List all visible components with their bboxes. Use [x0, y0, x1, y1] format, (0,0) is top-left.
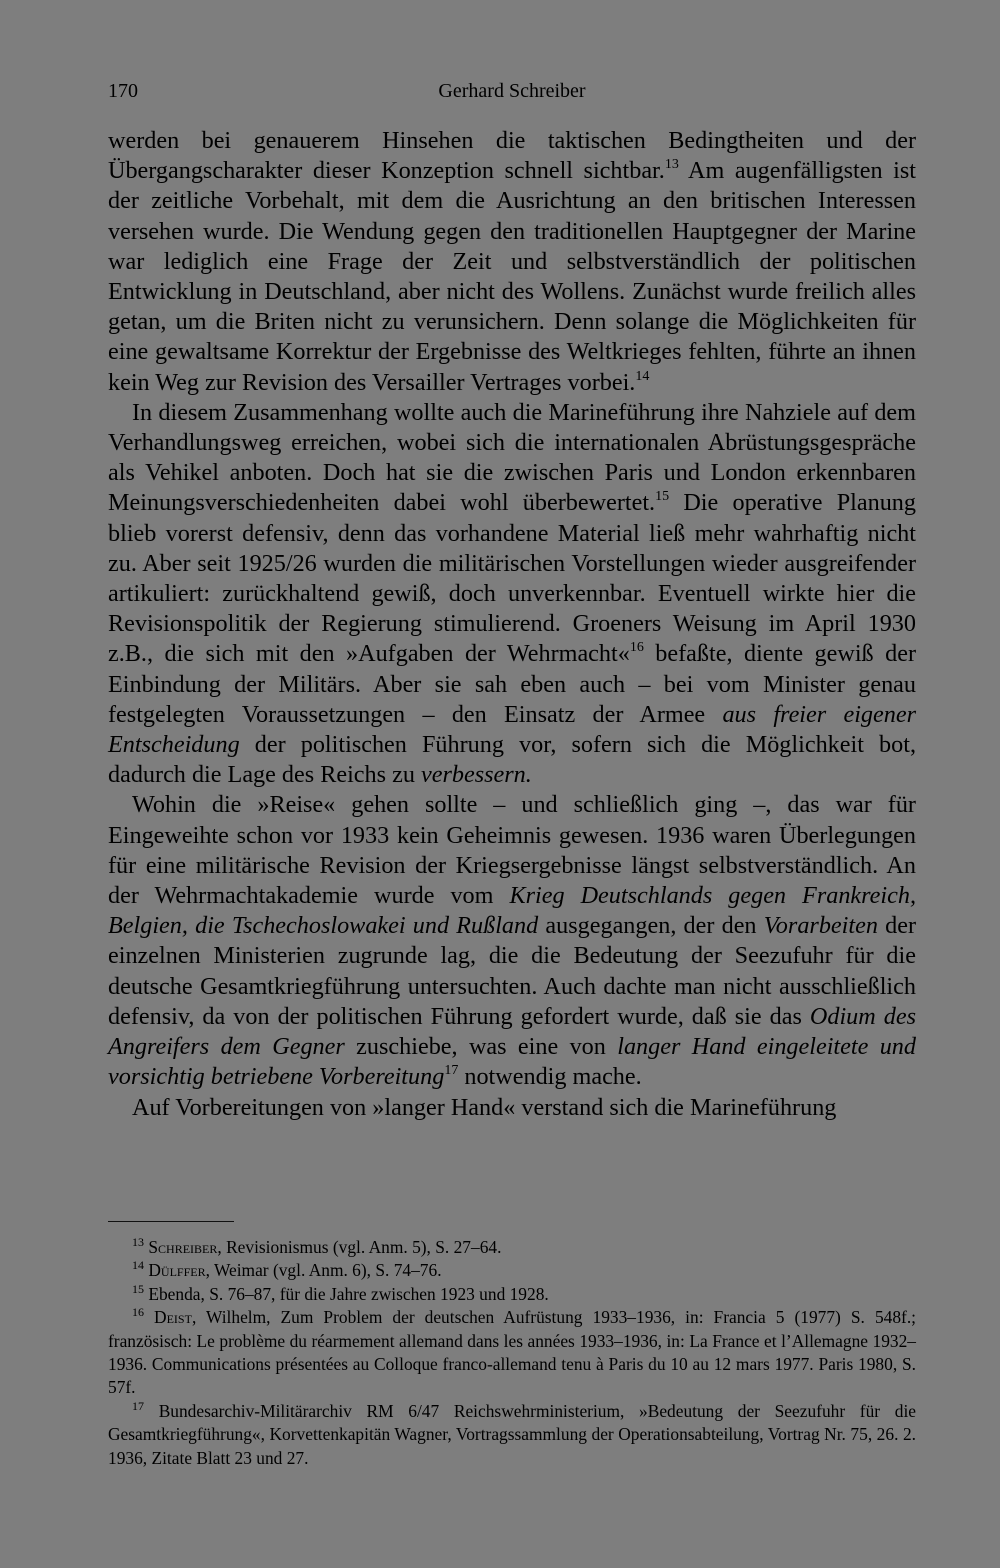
footnotes — [108, 1236, 916, 1470]
emphasis: verbessern. — [420, 761, 532, 789]
running-head-author: Gerhard Schreiber — [438, 80, 586, 102]
footnote-ref: 14 — [635, 368, 650, 384]
paragraph: werden bei genauerem Hinsehen die taktischen Bedingtheiten und der Übergangscharakter dieser Konzeption schnell sichtbar.$^{13}$ Am augenfälligsten ist der zeitliche Vorbehalt, mit dem die Ausrichtung an den britischen Interessen versehen wurde. Die Wendung gegen den traditionellen Hauptgegner der Marine war lediglich eine Frage der Zeit und selbstverständlich der politischen Entwicklung in Deutschland, aber nicht des Wollens. Zunächst wurde freilich alles getan, um die Briten nicht zu verunsichern. Denn solange die Möglichkeiten für eine gewaltsame Korrektur der Ergebnisse des Weltkrieges fehlten, führte an ihnen kein Weg zur Revision des Versailler Vertrages vorbei.$^{14}$ — [108, 127, 916, 396]
footnote-ref: 13 — [664, 157, 679, 173]
footnote-number: 15 — [132, 1281, 144, 1296]
footnote-number: 17 — [132, 1398, 144, 1413]
emphasis: Krieg Deutschlands gegen Frankreich, Belgien, die Tschechoslowakei und Rußland — [108, 882, 916, 940]
footnote-number: 16 — [132, 1305, 144, 1320]
footnote-number: 13 — [132, 1235, 144, 1249]
footnote-ref: 17 — [444, 1063, 459, 1079]
footnote-number: 14 — [132, 1258, 144, 1273]
footnote-separator — [108, 1221, 234, 1222]
footnote: $^{15}$ Ebenda, S. 76–87, für die Jahre zwischen 1923 und 1928. — [132, 1281, 549, 1304]
paragraph: Wohin die »Reise« gehen sollte – und schließlich ging –, das war für Eingeweihte schon vor 1933 kein Geheimnis gewesen. 1936 waren Überlegungen für eine militärische Revision der Kriegsergebnisse längst selbstverständlich. An der Wehrmachtakademie wurde vom Krieg Deutschlands gegen Frankreich, Belgien, die Tschechoslowakei und Rußland ausgegangen, der den Vorarbeiten der einzelnen Ministerien zugrunde lag, die die Bedeutung der Seezufuhr für die deutsche Gesamtkriegführung untersuchten. Auch dachte man nicht ausschließlich defensiv, da von der politischen Führung gefordert wurde, daß sie das Odium des Angreifers dem Gegner zuschiebe, was eine von langer Hand eingeleitete und vorsichtig betriebene Vorbereitung$^{17}$ notwendig mache. — [108, 791, 917, 1091]
paragraph: Auf Vorbereitungen von »langer Hand« verstand sich die Marineführung — [132, 1093, 837, 1121]
running-header — [108, 74, 916, 108]
emphasis: langer Hand eingeleitete und vorsichtig betriebene Vorbereitung — [108, 1033, 916, 1091]
footnote-author: Deist — [154, 1307, 192, 1328]
main-text — [108, 126, 916, 1123]
footnote-author: Schreiber — [148, 1237, 218, 1257]
emphasis: Odium des Angreifers dem Gegner — [108, 1002, 916, 1061]
footnote-ref: 15 — [655, 489, 670, 505]
footnote-ref: 16 — [629, 640, 644, 656]
footnote-author: Dülffer — [148, 1260, 206, 1281]
footnote: $^{16}$ Deist, Wilhelm, Zum Problem der deutschen Aufrüstung 1933–1936, in: Francia 5 (1977) S. 548f.; französisch: Le problème du réarmement allemand dans les années 1933–1936, in: La France et l’Allemagne 1932–1936. Communications présentées au Colloque franco-allemand tenu à Paris du 10 au 12 mars 1977. Paris 1980, S. 57f. — [108, 1305, 916, 1398]
emphasis: Vorarbeiten — [763, 912, 878, 940]
emphasis: aus freier eigener Entscheidung — [108, 700, 916, 759]
page-number: 170 — [108, 80, 138, 102]
footnote: $^{14}$ Dülffer, Weimar (vgl. Anm. 6), S. 74–76. — [132, 1258, 442, 1281]
paragraph: In diesem Zusammenhang wollte auch die Marineführung ihre Nahziele auf dem Verhandlungsweg erreichen, wobei sich die internationalen Abrüstungsgespräche als Vehikel anboten. Doch hat sie die zwischen Paris und London erkennbaren Meinungsverschiedenheiten dabei wohl überbewertet.$^{15}$ Die operative Planung blieb vorerst defensiv, denn das vorhandene Material ließ mehr wahrhaftig nicht zu. Aber seit 1925/26 wurden die militärischen Vorstellungen wieder ausgreifender artikuliert: zurückhaltend gewiß, doch unverkennbar. Eventuell wirkte hier die Revisionspolitik der Regierung stimulierend. Groeners Weisung im April 1930 z.B., die sich mit den »Aufgaben der Wehrmacht«$^{16}$ befaßte, diente gewiß der Einbindung der Militärs. Aber sie sah eben auch – bei vom Minister genau festgelegten Voraussetzungen – den Einsatz der Armee aus freier eigener Entscheidung der politischen Führung vor, sofern sich die Möglichkeit bot, dadurch die Lage des Reichs zu verbessern. — [108, 398, 916, 789]
footnote: $^{13}$ Schreiber, Revisionismus (vgl. Anm. 5), S. 27–64. — [132, 1235, 502, 1257]
footnote: $^{17}$ Bundesarchiv-Militärarchiv RM 6/47 Reichswehrministerium, »Bedeutung der Seezufuhr für die Gesamtkriegführung«, Korvettenkapitän Wagner, Vortragssammlung der Operationsabteilung, Vortrag Nr. 75, 26. 2. 1936, Zitate Blatt 23 und 27. — [108, 1398, 916, 1468]
